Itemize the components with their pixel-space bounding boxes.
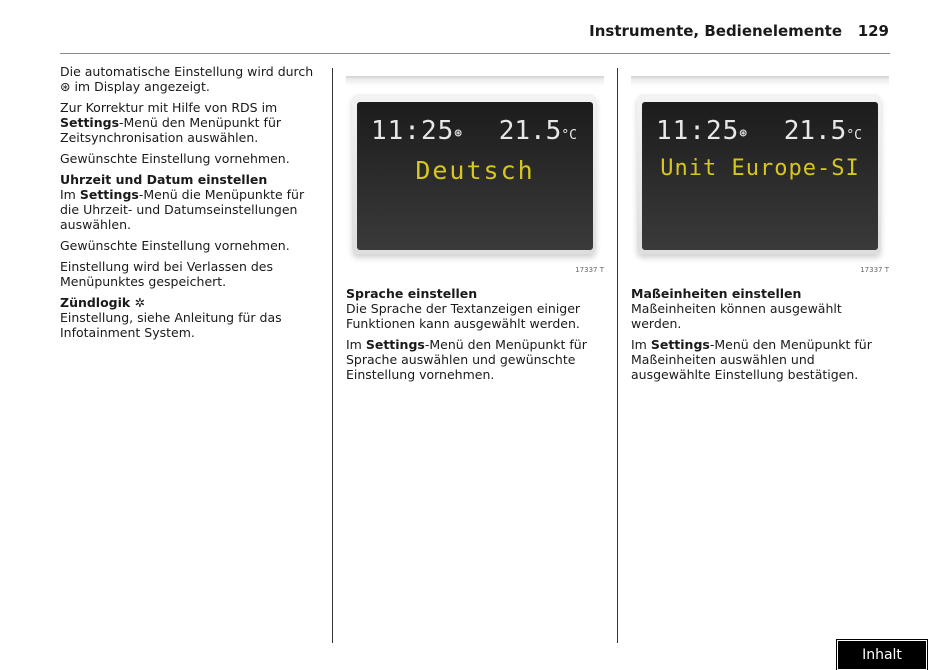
section-ignition-logic: Zündlogik ✲ Einstellung, siehe Anleitung für das Infotainment System. xyxy=(60,295,315,340)
display-screen xyxy=(642,102,878,250)
heading-ignition-logic: Zündlogik ✲ xyxy=(60,295,146,310)
paragraph-auto-setting: Die automatische Einstellung wird durch ⊛ im Display angezeigt. xyxy=(60,64,314,94)
display-figure-units xyxy=(631,70,889,274)
paragraph-units-settings: Im Settings-Menü den Menüpunkt für Maßeinheiten auswählen und ausgewählte Einstellung bestätigen. xyxy=(631,337,872,382)
ignition-logic-icon: ✲ xyxy=(134,295,146,310)
paragraph-rds-correction: Zur Korrektur mit Hilfe von RDS im Settings-Menü den Menüpunkt für Zeitsynchronisation auswählen. xyxy=(60,100,282,145)
column-divider-2 xyxy=(617,68,618,643)
heading-language: Sprache einstellen xyxy=(346,286,478,301)
paragraph-desired-setting-2: Gewünschte Einstellung vornehmen. xyxy=(60,238,290,253)
section-time-date: Uhrzeit und Datum einstellen Im Settings-Menü die Menüpunkte für die Uhrzeit- und Datumseinstellungen auswählen. xyxy=(60,172,315,232)
column-1 xyxy=(60,64,315,346)
display-message: Deutsch xyxy=(415,156,535,185)
header-title: Instrumente, Bedienelemente xyxy=(589,22,842,40)
display-time: 11:25⊛ xyxy=(371,116,464,146)
paragraph-language-settings: Im Settings-Menü den Menüpunkt für Sprache auswählen und gewünschte Einstellung vornehmen. xyxy=(346,337,587,382)
rds-sync-icon: ⊛ xyxy=(60,79,71,94)
display-bezel-top xyxy=(631,76,889,86)
rds-sync-icon: ⊛ xyxy=(739,126,749,141)
rds-sync-icon: ⊛ xyxy=(454,126,464,141)
column-3 xyxy=(631,286,891,388)
page-number: 129 xyxy=(857,22,889,40)
column-2 xyxy=(346,286,601,388)
contents-button[interactable]: Inhalt xyxy=(837,640,927,670)
heading-units: Maßeinheiten einstellen xyxy=(631,286,802,301)
paragraph-saved-on-exit: Einstellung wird bei Verlassen des Menüpunktes gespeichert. xyxy=(60,259,273,289)
display-screen xyxy=(357,102,593,250)
paragraph-desired-setting-1: Gewünschte Einstellung vornehmen. xyxy=(60,151,290,166)
figure-id: 17337 T xyxy=(860,266,889,274)
section-units: Maßeinheiten einstellen Maßeinheiten können ausgewählt werden. xyxy=(631,286,891,331)
display-time: 11:25⊛ xyxy=(656,116,749,146)
heading-time-date: Uhrzeit und Datum einstellen xyxy=(60,172,268,187)
figure-id: 17337 T xyxy=(575,266,604,274)
display-bezel-top xyxy=(346,76,604,86)
display-temperature: 21.5°C xyxy=(783,116,862,146)
column-divider-1 xyxy=(332,68,333,643)
section-language: Sprache einstellen Die Sprache der Textanzeigen einiger Funktionen kann ausgewählt werden. xyxy=(346,286,601,331)
header-rule xyxy=(60,53,890,54)
display-figure-language xyxy=(346,70,604,274)
display-temperature: 21.5°C xyxy=(498,116,577,146)
display-message: Unit Europe-SI xyxy=(660,156,860,181)
